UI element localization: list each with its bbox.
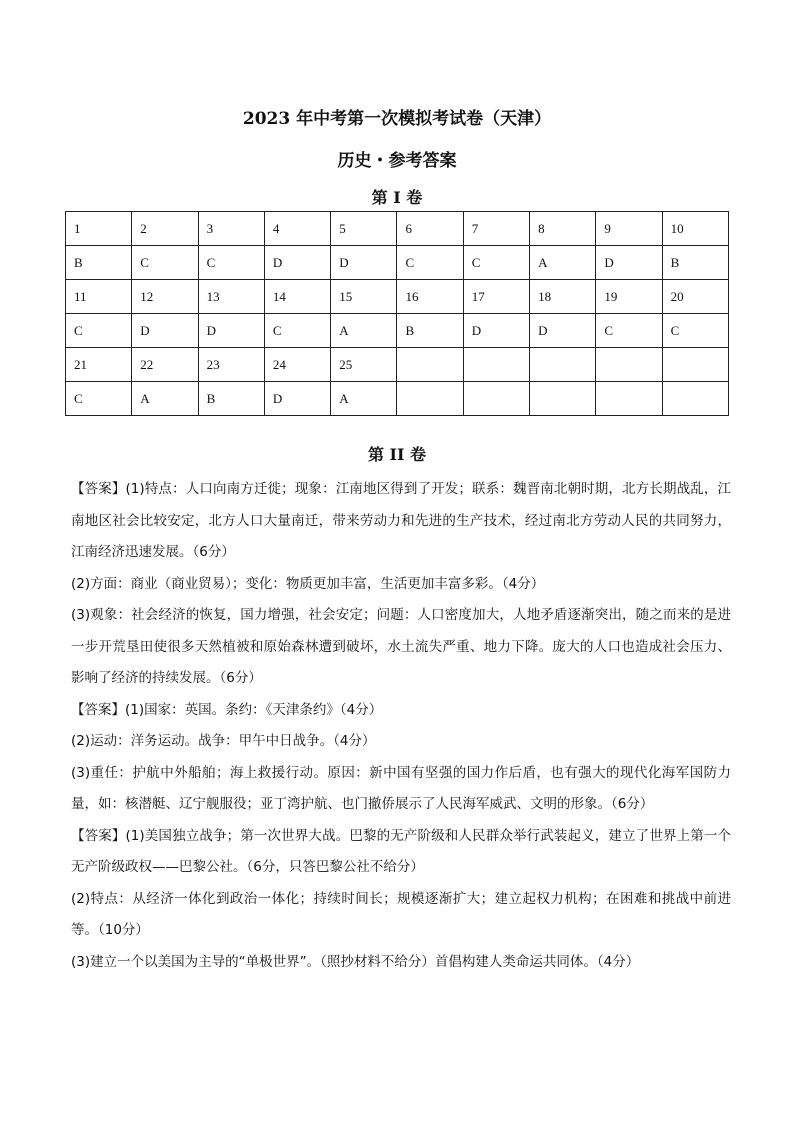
- table-cell: C: [662, 314, 728, 348]
- table-cell: 1: [66, 212, 132, 246]
- table-cell: A: [530, 246, 596, 280]
- answer-explanations: [71, 474, 731, 978]
- table-cell: 14: [264, 280, 330, 314]
- table-cell: D: [331, 246, 397, 280]
- answer-paragraph: (2)方面：商业（商业贸易）；变化：物质更加丰富，生活更加丰富多彩。（4分）: [71, 575, 545, 592]
- table-cell: B: [662, 246, 728, 280]
- table-cell: D: [264, 382, 330, 416]
- table-cell: 15: [331, 280, 397, 314]
- answer-paragraph: 【答案】(1)美国独立战争；第一次世界大战。巴黎的无产阶级和人民群众举行武装起义，建立了世界上第一个无产阶级政权——巴黎公社。（6分，只答巴黎公社不给分）: [71, 827, 731, 875]
- answer-paragraph: (3)建立一个以美国为主导的“单极世界”。（照抄材料不给分）首倡构建人类命运共同体。（4分）: [71, 953, 640, 970]
- table-cell: 18: [530, 280, 596, 314]
- table-cell: 22: [132, 348, 198, 382]
- answer-paragraph: (3)观象：社会经济的恢复，国力增强，社会安定；问题：人口密度加大，人地矛盾逐渐突出，随之而来的是进一步开荒垦田使很多天然植被和原始森林遭到破坏，水土流失严重、地力下降。庞大的人口也造成社会压力、影响了经济的持续发展。（6分）: [71, 607, 731, 686]
- table-cell: 17: [463, 280, 529, 314]
- table-cell: 23: [198, 348, 264, 382]
- table-cell: D: [463, 314, 529, 348]
- table-cell: 24: [264, 348, 330, 382]
- answer-paragraph: 【答案】(1)国家：英国。条约：《天津条约》（4分）: [71, 701, 383, 718]
- table-cell: 8: [530, 212, 596, 246]
- answer-key-subtitle: 历史・参考答案: [337, 151, 457, 171]
- table-cell: [463, 382, 529, 416]
- part-2-title: 第 II 卷: [367, 445, 427, 464]
- table-cell: 13: [198, 280, 264, 314]
- table-cell: B: [397, 314, 463, 348]
- table-cell: [397, 348, 463, 382]
- table-cell: 25: [331, 348, 397, 382]
- table-cell: [463, 348, 529, 382]
- table-cell: [530, 348, 596, 382]
- table-cell: 20: [662, 280, 728, 314]
- answer-paragraph: 【答案】(1)特点：人口向南方迁徙；现象：江南地区得到了开发；联系：魏晋南北朝时期，北方长期战乱，江南地区社会比较安定，北方人口大量南迁，带来劳动力和先进的生产技术，经过南北方劳动人民的共同努力，江南经济迅速发展。（6分）: [71, 481, 731, 560]
- table-cell: C: [596, 314, 662, 348]
- table-cell: [662, 382, 728, 416]
- table-cell: 12: [132, 280, 198, 314]
- table-cell: [596, 348, 662, 382]
- answer-paragraph: (3)重任：护航中外船舶；海上救援行动。原因：新中国有坚强的国力作后盾，也有强大的现代化海军国防力量，如：核潜艇、辽宁舰服役；亚丁湾护航、也门撤侨展示了人民海军威武、文明的形象。（6分）: [71, 764, 731, 812]
- table-cell: C: [397, 246, 463, 280]
- table-cell: D: [530, 314, 596, 348]
- table-cell: C: [264, 314, 330, 348]
- table-cell: 2: [132, 212, 198, 246]
- table-cell: [397, 382, 463, 416]
- table-cell: 5: [331, 212, 397, 246]
- table-row-question-numbers: [66, 280, 729, 314]
- table-cell: [596, 382, 662, 416]
- table-cell: 10: [662, 212, 728, 246]
- table-cell: 9: [596, 212, 662, 246]
- table-cell: C: [198, 246, 264, 280]
- table-cell: D: [596, 246, 662, 280]
- answer-paragraph: (2)运动：洋务运动。战争：甲午中日战争。（4分）: [71, 733, 376, 749]
- table-cell: A: [331, 382, 397, 416]
- table-cell: D: [198, 314, 264, 348]
- table-cell: 7: [463, 212, 529, 246]
- table-cell: 3: [198, 212, 264, 246]
- table-cell: D: [264, 246, 330, 280]
- table-cell: [662, 348, 728, 382]
- table-cell: 4: [264, 212, 330, 246]
- table-cell: 6: [397, 212, 463, 246]
- table-cell: A: [331, 314, 397, 348]
- table-cell: 11: [66, 280, 132, 314]
- table-cell: 19: [596, 280, 662, 314]
- table-cell: 16: [397, 280, 463, 314]
- table-cell: D: [132, 314, 198, 348]
- part-1-title: 第 I 卷: [371, 188, 423, 207]
- table-cell: B: [198, 382, 264, 416]
- table-cell: [530, 382, 596, 416]
- table-cell: C: [66, 382, 132, 416]
- table-row-answers: [66, 246, 729, 280]
- answer-table: [65, 211, 729, 416]
- table-cell: C: [463, 246, 529, 280]
- table-row-answers: [66, 314, 729, 348]
- answer-paragraph: (2)特点：从经济一体化到政治一体化；持续时间长；规模逐渐扩大；建立起权力机构；在困难和挑战中前进等。（10分）: [71, 890, 731, 938]
- table-row-question-numbers: [66, 212, 729, 246]
- table-cell: 21: [66, 348, 132, 382]
- table-row-answers: [66, 382, 729, 416]
- table-row-question-numbers: [66, 348, 729, 382]
- table-cell: C: [132, 246, 198, 280]
- table-cell: C: [66, 314, 132, 348]
- table-cell: B: [66, 246, 132, 280]
- exam-title: 2023 年中考第一次模拟考试卷（天津）: [242, 109, 552, 129]
- table-cell: A: [132, 382, 198, 416]
